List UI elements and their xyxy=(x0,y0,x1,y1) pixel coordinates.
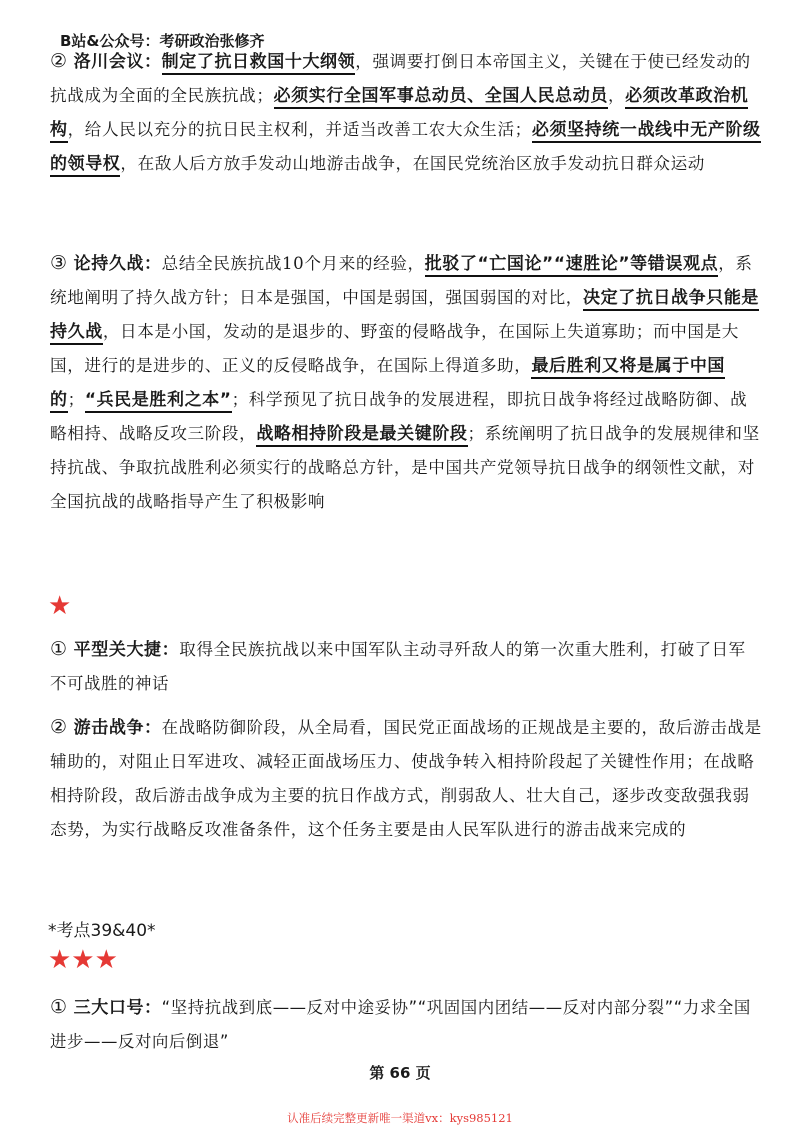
exam-point-label: *考点39&40* xyxy=(48,921,156,941)
highlight-text: 决定了抗日战争只能是持久战 xyxy=(50,288,759,345)
highlight-text: 制定了抗日救国十大纲领 xyxy=(162,52,356,75)
item-number: ③ xyxy=(50,252,68,274)
highlight-text: 战略相持阶段是最关键阶段 xyxy=(256,424,467,447)
highlight-text: 必须实行全国军事总动员、全国人民总动员 xyxy=(274,86,608,109)
item-term: 平型关大捷 xyxy=(73,640,162,660)
item-term: 论持久战 xyxy=(73,254,145,274)
highlight-text: 最后胜利又将是属于中国的 xyxy=(50,356,725,413)
item-number: ② xyxy=(50,716,68,738)
highlight-text: 必须改革政治机构 xyxy=(50,86,748,143)
highlight-text: 批驳了“亡国论”“速胜论”等错误观点 xyxy=(425,254,719,277)
item-number: ① xyxy=(50,638,68,660)
header-channel: B站&公众号：考研政治张修齐 xyxy=(60,32,265,50)
item-term: 三大口号 xyxy=(73,998,145,1018)
list-item-lunchijiuzhan: ③ 论持久战：总结全民族抗战10个月来的经验，批驳了“亡国论”“速胜论”等错误观点，系统地阐明了持久战方针；日本是强国，中国是弱国，强国弱国的对比，决定了抗日战争只能是持久战，日本是小国，发动的是退步的、野蛮的侵略战争，在国际上失道寡助；而中国是大国，进行的是进步的、正义的反侵略战争，在国际上得道多助，最后胜利又将是属于中国的；“兵民是胜利之本”；科学预见了抗日战争的发展进程，即抗日战争将经过战略防御、战略相持、战略反攻三阶段，战略相持阶段是最关键阶段；系统阐明了抗日战争的发展规律和坚持抗战、争取抗战胜利必须实行的战略总方针，是中国共产党领导抗日战争的纲领性文献，对全国抗战的战略指导产生了积极影响 xyxy=(50,252,760,511)
list-item-youjizhanzheng: ② 游击战争：在战略防御阶段，从全局看，国民党正面战场的正规战是主要的，敌后游击战是辅助的，对阻止日军进攻、减轻正面战场压力、使战争转入相持阶段起了关键性作用；在战略相持阶段，敌后游击战争成为主要的抗日作战方式，削弱敌人、壮大自己，逐步改变敌强我弱态势，为实行战略反攻准备条件，这个任务主要是由人民军队进行的游击战来完成的 xyxy=(50,716,762,839)
list-item-pingxingguan: ① 平型关大捷：取得全民族抗战以来中国军队主动寻歼敌人的第一次重大胜利，打破了日军不可战胜的神话 xyxy=(50,638,746,693)
item-number: ② xyxy=(50,50,68,72)
highlight-text: “兵民是胜利之本” xyxy=(85,390,232,413)
importance-stars: ★ xyxy=(48,591,72,621)
highlight-text: 必须坚持统一战线中无产阶级的领导权 xyxy=(50,120,761,177)
importance-stars: ★★★ xyxy=(48,945,118,975)
item-term: 洛川会议 xyxy=(73,52,145,72)
item-number: ① xyxy=(50,996,68,1018)
list-item-luochuan: ② 洛川会议：制定了抗日救国十大纲领，强调要打倒日本帝国主义，关键在于使已经发动的抗战成为全面的全民族抗战；必须实行全国军事总动员、全国人民总动员，必须改革政治机构，给人民以充分的抗日民主权利，并适当改善工农大众生活；必须坚持统一战线中无产阶级的领导权，在敌人后方放手发动山地游击战争，在国民党统治区放手发动抗日群众运动 xyxy=(50,44,762,181)
page-number: 第 66 页 xyxy=(369,1064,431,1082)
item-term: 游击战争 xyxy=(73,718,145,738)
list-item-sandakouhao: ① 三大口号：“坚持抗战到底——反对中途妥协”“巩固国内团结——反对内部分裂”“力求全国进步——反对向后倒退” xyxy=(50,996,751,1051)
footer-notice: 认准后续完整更新唯一渠道vx：kys985121 xyxy=(287,1111,513,1125)
